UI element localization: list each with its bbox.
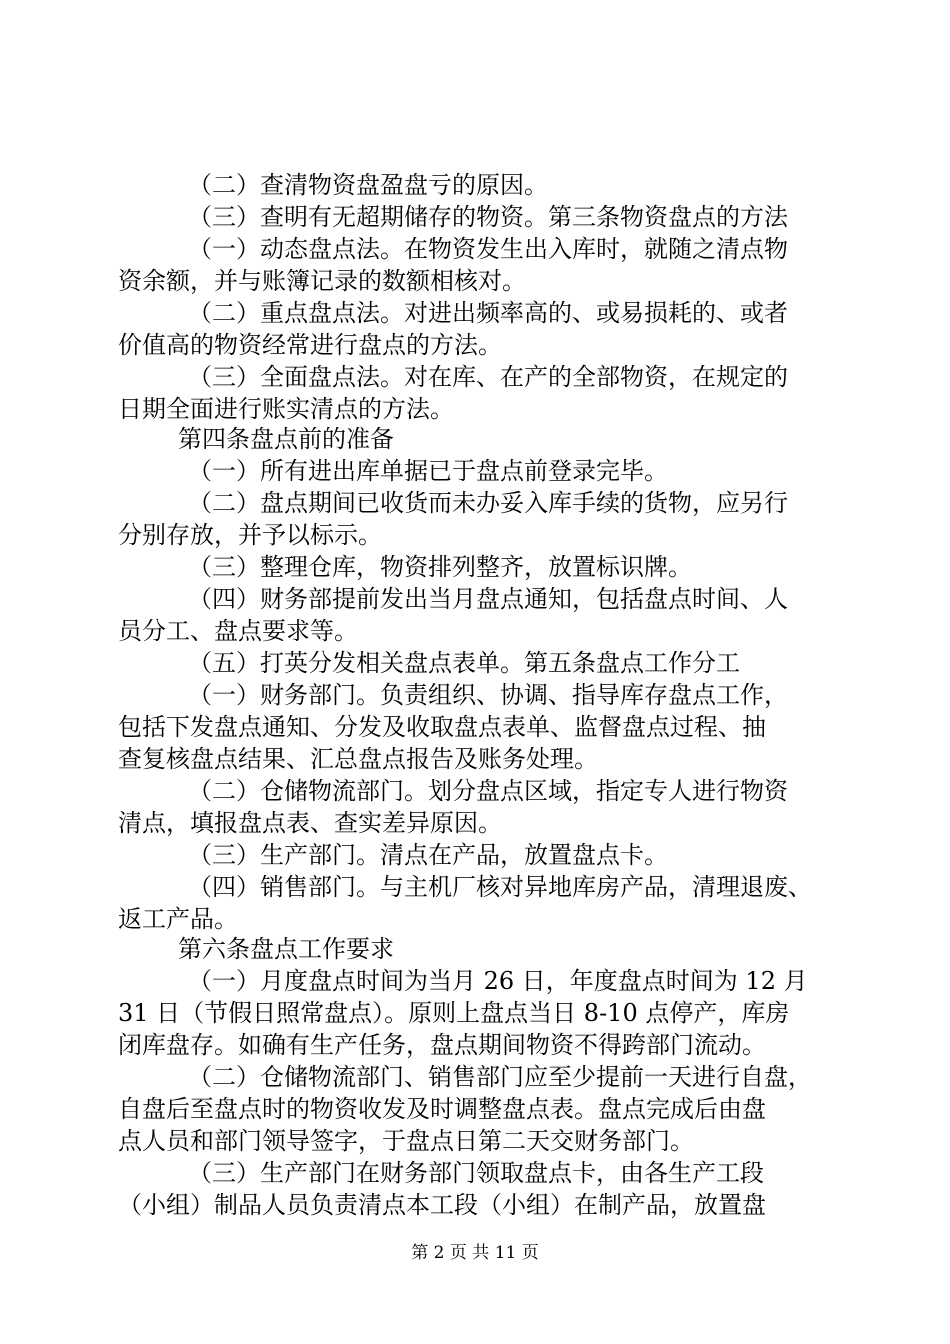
text-line: 闭库盘存。如确有生产任务，盘点期间物资不得跨部门流动。: [118, 1031, 766, 1059]
text-line: （一）动态盘点法。在物资发生出入库时，就随之清点物: [188, 235, 788, 263]
text-line: （二）重点盘点法。对进出频率高的、或易损耗的、或者: [188, 299, 788, 327]
text-line: （二）仓储物流部门、销售部门应至少提前一天进行自盘，: [188, 1063, 812, 1091]
text-line: （五）打英分发相关盘点表单。第五条盘点工作分工: [188, 649, 740, 677]
text-line: （三）查明有无超期储存的物资。第三条物资盘点的方法: [188, 203, 788, 231]
text-line: 清点，填报盘点表、查实差异原因。: [118, 809, 502, 837]
text-line: 包括下发盘点通知、分发及收取盘点表单、监督盘点过程、抽: [118, 713, 766, 741]
section-heading: 第六条盘点工作要求: [178, 935, 394, 963]
text-line: （三）全面盘点法。对在库、在产的全部物资，在规定的: [188, 363, 788, 391]
text-line: （一）月度盘点时间为当月 26 日，年度盘点时间为 12 月: [188, 967, 808, 995]
text-line: 资余额，并与账簿记录的数额相核对。: [118, 267, 526, 295]
text-line: 点人员和部门领导签字，于盘点日第二天交财务部门。: [118, 1127, 694, 1155]
text-line: （四）财务部提前发出当月盘点通知，包括盘点时间、人: [188, 585, 788, 613]
text-line: （小组）制品人员负责清点本工段（小组）在制产品，放置盘: [118, 1191, 766, 1219]
text-line: （三）生产部门。清点在产品，放置盘点卡。: [188, 841, 668, 869]
section-heading: 第四条盘点前的准备: [178, 425, 394, 453]
text-line: （三）生产部门在财务部门领取盘点卡，由各生产工段: [188, 1159, 764, 1187]
text-line: （四）销售部门。与主机厂核对异地库房产品，清理退废、: [188, 873, 812, 901]
text-line: 员分工、盘点要求等。: [118, 617, 358, 645]
text-line: 查复核盘点结果、汇总盘点报告及账务处理。: [118, 745, 598, 773]
text-line: 31 日（节假日照常盘点）。原则上盘点当日 8-10 点停产，库房: [118, 999, 790, 1027]
text-line: 自盘后至盘点时的物资收发及时调整盘点表。盘点完成后由盘: [118, 1095, 766, 1123]
text-line: （二）查清物资盘盈盘亏的原因。: [188, 171, 548, 199]
page-number-footer: 第 2 页 共 11 页: [411, 1243, 539, 1263]
text-line: （二）盘点期间已收货而未办妥入库手续的货物，应另行: [188, 489, 788, 517]
text-line: （三）整理仓库，物资排列整齐，放置标识牌。: [188, 553, 692, 581]
text-line: 价值高的物资经常进行盘点的方法。: [118, 331, 502, 359]
text-line: 分别存放，并予以标示。: [118, 521, 382, 549]
text-line: （一）财务部门。负责组织、协调、指导库存盘点工作，: [188, 681, 788, 709]
text-line: （一）所有进出库单据已于盘点前登录完毕。: [188, 457, 668, 485]
text-line: 日期全面进行账实清点的方法。: [118, 395, 454, 423]
text-line: 返工产品。: [118, 905, 238, 933]
text-line: （二）仓储物流部门。划分盘点区域，指定专人进行物资: [188, 777, 788, 805]
